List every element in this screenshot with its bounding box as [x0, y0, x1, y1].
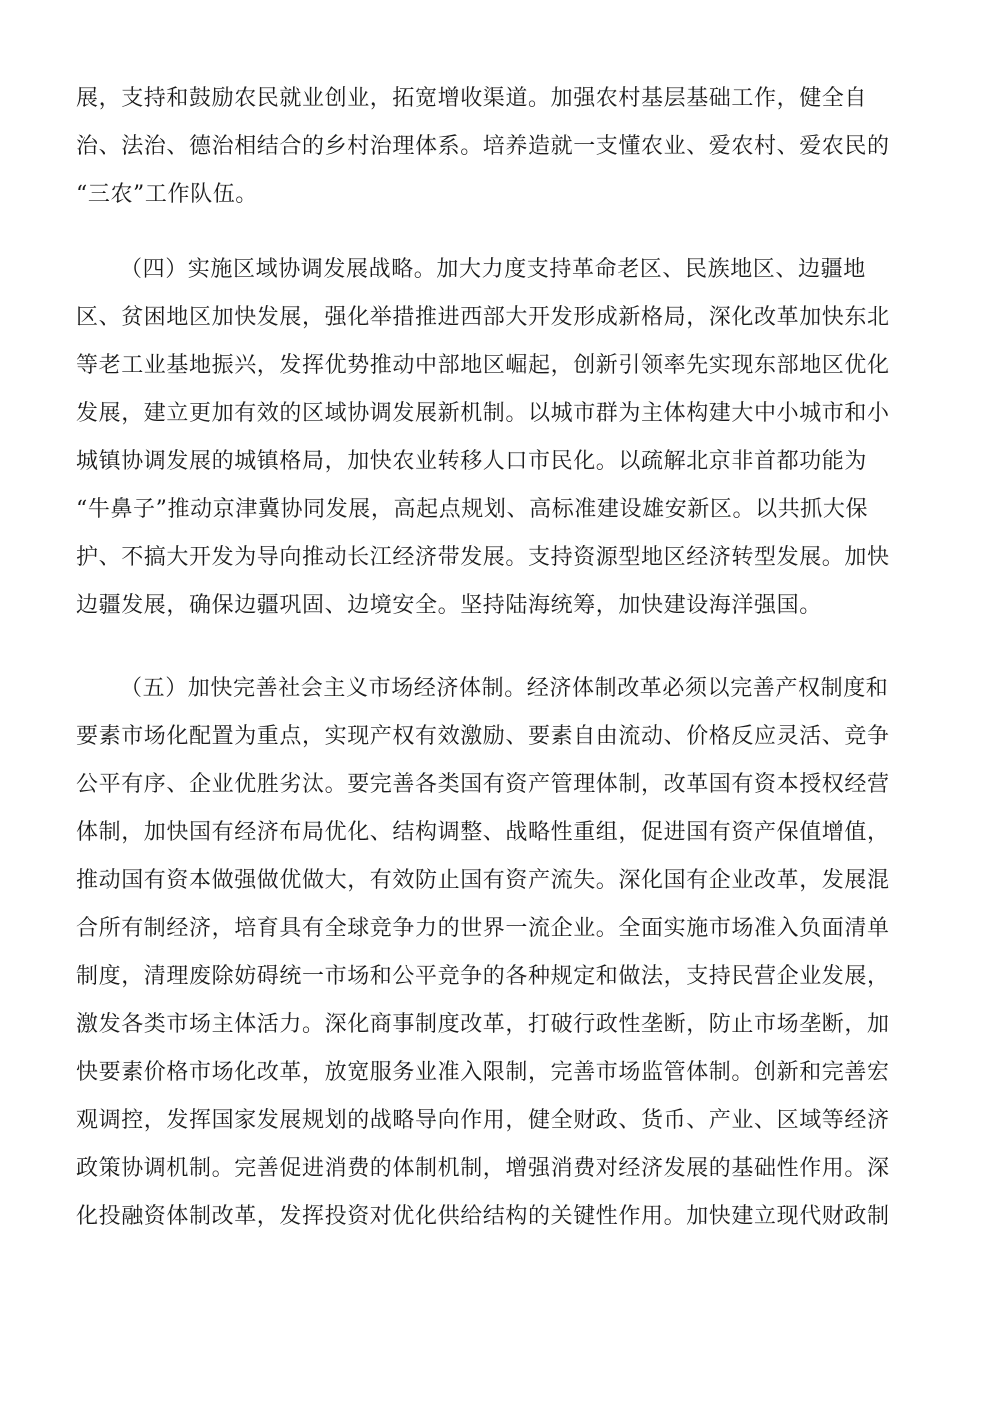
text-line: 展，支持和鼓励农民就业创业，拓宽增收渠道。加强农村基层基础工作，健全自: [76, 86, 868, 111]
text-line: 合所有制经济，培育具有全球竞争力的世界一流企业。全面实施市场准入负面清单: [76, 916, 890, 941]
text-line: 治、法治、德治相结合的乡村治理体系。培养造就一支懂农业、爱农村、爱农民的: [76, 134, 890, 159]
text-line: 快要素价格市场化改革，放宽服务业准入限制，完善市场监管体制。创新和完善宏: [76, 1060, 890, 1085]
text-line: 要素市场化配置为重点，实现产权有效激励、要素自由流动、价格反应灵活、竞争: [76, 724, 890, 749]
paragraph-rural-governance: [76, 75, 916, 219]
text-line: “牛鼻子”推动京津冀协同发展，高起点规划、高标准建设雄安新区。以共抓大保: [76, 497, 869, 522]
text-line: 观调控，发挥国家发展规划的战略导向作用，健全财政、货币、产业、区域等经济: [76, 1108, 890, 1133]
paragraph-regional-development: [76, 246, 916, 630]
text-line: “三农”工作队伍。: [76, 182, 258, 207]
text-line: 公平有序、企业优胜劣汰。要完善各类国有资产管理体制，改革国有资本授权经营: [76, 772, 890, 797]
paragraph-market-economy: [76, 665, 916, 1241]
text-line: 激发各类市场主体活力。深化商事制度改革，打破行政性垄断，防止市场垄断，加: [76, 1012, 890, 1037]
text-line: 发展，建立更加有效的区域协调发展新机制。以城市群为主体构建大中小城市和小: [76, 401, 890, 426]
text-line: 制度，清理废除妨碍统一市场和公平竞争的各种规定和做法，支持民营企业发展，: [76, 964, 890, 989]
text-line: 护、不搞大开发为导向推动长江经济带发展。支持资源型地区经济转型发展。加快: [76, 545, 890, 570]
text-line: 体制，加快国有经济布局优化、结构调整、战略性重组，促进国有资产保值增值，: [76, 820, 890, 845]
text-line: （四）实施区域协调发展战略。加大力度支持革命老区、民族地区、边疆地: [120, 257, 866, 282]
text-line: 城镇协调发展的城镇格局，加快农业转移人口市民化。以疏解北京非首都功能为: [76, 449, 868, 474]
text-line: 边疆发展，确保边疆巩固、边境安全。坚持陆海统筹，加快建设海洋强国。: [76, 593, 822, 618]
text-line: 区、贫困地区加快发展，强化举措推进西部大开发形成新格局，深化改革加快东北: [76, 305, 890, 330]
text-line: 等老工业基地振兴，发挥优势推动中部地区崛起，创新引领率先实现东部地区优化: [76, 353, 890, 378]
text-line: 政策协调机制。完善促进消费的体制机制，增强消费对经济发展的基础性作用。深: [76, 1156, 890, 1181]
text-line: 化投融资体制改革，发挥投资对优化供给结构的关键性作用。加快建立现代财政制: [76, 1204, 890, 1229]
text-line: （五）加快完善社会主义市场经济体制。经济体制改革必须以完善产权制度和: [120, 676, 889, 701]
text-line: 推动国有资本做强做优做大，有效防止国有资产流失。深化国有企业改革，发展混: [76, 868, 890, 893]
